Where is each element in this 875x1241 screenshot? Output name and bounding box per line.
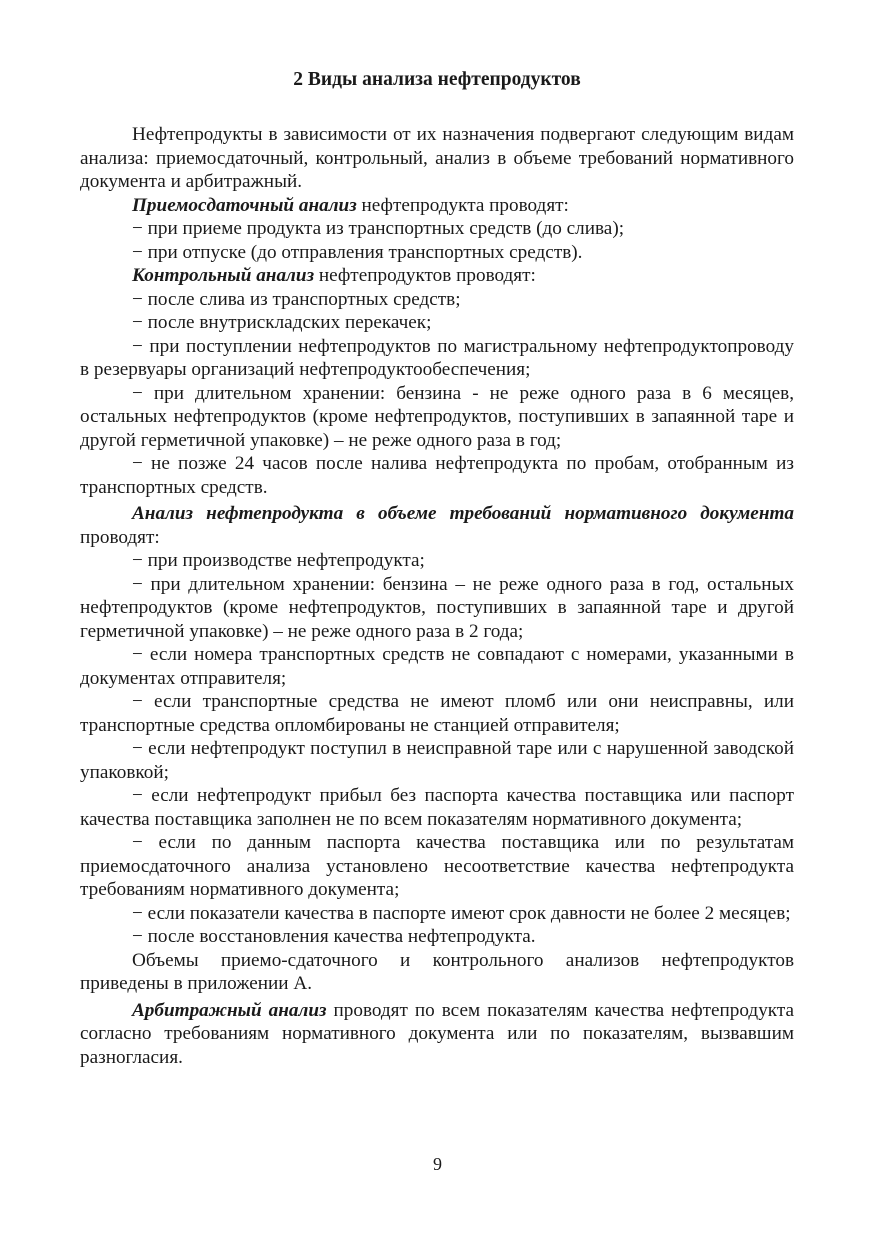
list-item: − при длительном хранении: бензина - не реже одного раза в 6 месяцев, остальных нефтепродуктов (кроме нефтепродуктов, поступивших в запаянной таре и другой герметичной упаковке) – не реже одного раза в год;: [80, 382, 794, 451]
normative-analysis-term: Анализ нефтепродукта в объеме требований нормативного документа: [132, 503, 794, 524]
page-number: 9: [433, 1154, 442, 1174]
intro-paragraph: Нефтепродукты в зависимости от их назначения подвергают следующим видам анализа: приемосдаточный, контрольный, анализ в объеме требований нормативного документа и арбитражный.: [80, 124, 794, 192]
list-item: − если показатели качества в паспорте имеют срок давности не более 2 месяцев;: [132, 902, 791, 924]
control-analysis-term: Контрольный анализ: [132, 265, 315, 286]
volumes-note-paragraph: Объемы приемо-сдаточного и контрольного анализов нефтепродуктов приведены в приложении А.: [80, 949, 794, 994]
control-analysis-tail: нефтепродуктов проводят:: [314, 265, 536, 286]
normative-analysis-tail: проводят:: [80, 526, 160, 548]
page-content: [80, 68, 794, 1069]
control-analysis-paragraph: [80, 264, 794, 288]
list-item: − если нефтепродукт поступил в неисправной таре или с нарушенной заводской упаковкой;: [80, 738, 794, 783]
acceptance-analysis-tail: нефтепродукта проводят:: [356, 194, 569, 216]
list-item: − при приеме продукта из транспортных средств (до слива);: [132, 218, 625, 239]
list-item: − при длительном хранении: бензина – не реже одного раза в год, остальных нефтепродуктов (кроме нефтепродуктов, поступивших в запаянной таре и другой герметичной упаковке) – не реже одного раза в 2 года;: [80, 573, 794, 642]
list-item: − не позже 24 часов после налива нефтепродукта по пробам, отобранным из транспортных средств.: [80, 453, 794, 498]
list-item: − при производстве нефтепродукта;: [132, 550, 425, 571]
list-item: − если транспортные средства не имеют пломб или они неисправны, или транспортные средства опломбированы не станцией отправителя;: [80, 691, 794, 736]
acceptance-analysis-term: Приемосдаточный анализ: [132, 194, 357, 216]
list-item: − после слива из транспортных средств;: [132, 288, 461, 310]
list-item: − после восстановления качества нефтепродукта.: [132, 926, 536, 947]
list-item: − при поступлении нефтепродуктов по магистральному нефтепродуктопроводу в резервуары организаций нефтепродуктообеспечения;: [80, 335, 794, 380]
list-item: − после внутрискладских перекачек;: [132, 312, 432, 333]
acceptance-analysis-paragraph: [80, 194, 794, 218]
arbitration-analysis-paragraph: [80, 999, 794, 1070]
list-item: − если по данным паспорта качества поставщика или по результатам приемосдаточного анализа установлено несоответствие качества нефтепродукта требованиям нормативного документа;: [80, 832, 794, 900]
normative-analysis-paragraph: [80, 502, 794, 549]
list-item: − при отпуске (до отправления транспортных средств).: [132, 241, 583, 263]
arbitration-analysis-tail: проводят по всем показателям качества нефтепродукта согласно требованиям нормативного документа или по показателям, вызвавшим разногласия.: [80, 999, 794, 1068]
section-heading: 2 Виды анализа нефтепродуктов: [293, 69, 581, 90]
list-item: − если номера транспортных средств не совпадают с номерами, указанными в документах отправителя;: [80, 644, 794, 689]
list-item: − если нефтепродукт прибыл без паспорта качества поставщика или паспорт качества поставщика заполнен не по всем показателям нормативного документа;: [80, 785, 794, 830]
arbitration-analysis-term: Арбитражный анализ: [132, 999, 327, 1021]
